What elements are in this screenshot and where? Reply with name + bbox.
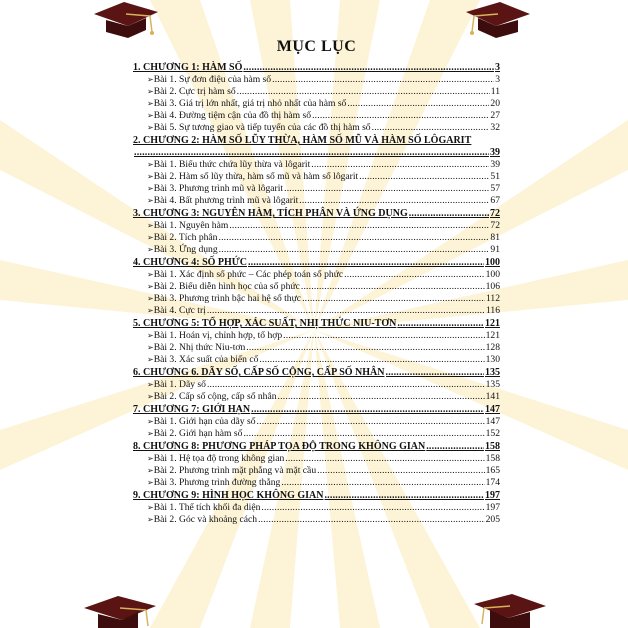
toc-lesson-label: Bài 3. Giá trị lớn nhất, giá trị nhỏ nhất của hàm số bbox=[153, 98, 347, 109]
toc-chapter-page: 72 bbox=[490, 208, 500, 219]
arrow-bullet-icon: ➢ bbox=[147, 417, 154, 426]
arrow-bullet-icon: ➢ bbox=[147, 392, 154, 401]
toc-lesson-label: Bài 1. Dãy số bbox=[153, 379, 206, 390]
toc-lesson-page: 32 bbox=[490, 122, 500, 133]
toc-leader-dots bbox=[426, 441, 484, 453]
toc-lesson-label: Bài 3. Phương trình bậc hai hệ số thực bbox=[153, 293, 302, 304]
page-title: MỤC LỤC bbox=[276, 38, 357, 55]
toc-lesson-row[interactable] bbox=[133, 220, 500, 232]
toc-lesson-row[interactable] bbox=[133, 428, 500, 440]
table-of-contents bbox=[133, 38, 500, 526]
toc-leader-dots bbox=[317, 465, 484, 477]
arrow-bullet-icon: ➢ bbox=[147, 454, 154, 463]
toc-lesson-page: 165 bbox=[485, 465, 500, 476]
toc-leader-dots bbox=[243, 428, 484, 440]
toc-lesson-row[interactable] bbox=[133, 453, 500, 465]
toc-lesson-label: Bài 1. Thể tích khối đa diện bbox=[153, 502, 261, 513]
toc-chapter-label: 6. CHƯƠNG 6. DÃY SỐ, CẤP SỐ CỘNG, CẤP SỐ NHÂN bbox=[133, 367, 385, 378]
toc-chapter-row[interactable] bbox=[133, 367, 500, 379]
toc-lesson-row[interactable] bbox=[133, 416, 500, 428]
toc-lesson-label: Bài 2. Nhị thức Niu-tơn bbox=[153, 342, 246, 353]
arrow-bullet-icon: ➢ bbox=[147, 233, 154, 242]
toc-chapter-label: 5. CHƯƠNG 5: TỔ HỢP, XÁC SUẤT, NHỊ THỨC NIU-TƠN bbox=[133, 318, 397, 329]
toc-lesson-row[interactable] bbox=[133, 159, 500, 171]
toc-lesson-row[interactable] bbox=[133, 354, 500, 366]
toc-lesson-page: 91 bbox=[490, 244, 500, 255]
toc-lesson-row[interactable] bbox=[133, 391, 500, 403]
toc-leader-dots bbox=[272, 74, 494, 86]
toc-lesson-page: 39 bbox=[490, 159, 500, 170]
toc-chapter-page: 121 bbox=[485, 318, 500, 329]
arrow-bullet-icon: ➢ bbox=[147, 380, 154, 389]
toc-lesson-page: 106 bbox=[485, 281, 500, 292]
toc-lesson-row[interactable] bbox=[133, 171, 500, 183]
toc-lesson-label: Bài 1. Biểu thức chứa lũy thừa và lôgarit bbox=[153, 159, 311, 170]
toc-leader-dots bbox=[397, 318, 484, 330]
toc-leader-dots bbox=[347, 98, 489, 110]
arrow-bullet-icon: ➢ bbox=[147, 184, 154, 193]
toc-chapter-label: 2. CHƯƠNG 2: HÀM SỐ LŨY THỪA, HÀM SỐ MŨ VÀ HÀM SỐ LÔGARIT bbox=[133, 135, 472, 146]
graduation-cap-icon bbox=[462, 0, 532, 40]
toc-lesson-page: 20 bbox=[490, 98, 500, 109]
arrow-bullet-icon: ➢ bbox=[147, 466, 154, 475]
toc-lesson-row[interactable] bbox=[133, 281, 500, 293]
arrow-bullet-icon: ➢ bbox=[147, 221, 154, 230]
toc-leader-dots bbox=[386, 367, 485, 379]
toc-lesson-row[interactable] bbox=[133, 477, 500, 489]
toc-lesson-row[interactable] bbox=[133, 232, 500, 244]
toc-list bbox=[133, 62, 500, 526]
toc-lesson-label: Bài 1. Nguyên hàm bbox=[153, 220, 229, 231]
toc-lesson-page: 27 bbox=[490, 110, 500, 121]
toc-lesson-row[interactable] bbox=[133, 514, 500, 526]
graduation-cap-icon bbox=[80, 592, 160, 628]
toc-lesson-label: Bài 2. Giới hạn hàm số bbox=[153, 428, 243, 439]
arrow-bullet-icon: ➢ bbox=[147, 429, 154, 438]
toc-lesson-page: 121 bbox=[485, 330, 500, 341]
toc-lesson-row[interactable] bbox=[133, 305, 500, 317]
toc-lesson-row[interactable] bbox=[133, 74, 500, 86]
toc-leader-dots bbox=[409, 208, 489, 220]
toc-leader-dots bbox=[246, 342, 484, 354]
toc-lesson-page: 57 bbox=[490, 183, 500, 194]
toc-chapter-row[interactable] bbox=[133, 208, 500, 220]
toc-leader-dots bbox=[281, 477, 484, 489]
toc-lesson-page: 205 bbox=[485, 514, 500, 525]
toc-lesson-row[interactable] bbox=[133, 183, 500, 195]
toc-chapter-row[interactable] bbox=[133, 62, 500, 74]
toc-lesson-page: 11 bbox=[490, 86, 500, 97]
toc-lesson-row[interactable] bbox=[133, 269, 500, 281]
toc-chapter-row[interactable] bbox=[133, 257, 500, 269]
toc-leader-dots bbox=[207, 379, 485, 391]
arrow-bullet-icon: ➢ bbox=[147, 75, 154, 84]
toc-leader-dots bbox=[372, 122, 490, 134]
toc-lesson-page: 130 bbox=[485, 354, 500, 365]
toc-chapter-page: 135 bbox=[485, 367, 500, 378]
arrow-bullet-icon: ➢ bbox=[147, 331, 154, 340]
toc-leader-dots bbox=[283, 330, 484, 342]
arrow-bullet-icon: ➢ bbox=[147, 160, 154, 169]
toc-lesson-page: 51 bbox=[490, 171, 500, 182]
arrow-bullet-icon: ➢ bbox=[147, 515, 154, 524]
toc-lesson-page: 116 bbox=[485, 305, 500, 316]
toc-lesson-page: 158 bbox=[485, 453, 500, 464]
toc-lesson-label: Bài 2. Hàm số lũy thừa, hàm số mũ và hàm số lôgarit bbox=[153, 171, 359, 182]
arrow-bullet-icon: ➢ bbox=[147, 111, 154, 120]
toc-lesson-label: Bài 1. Hoán vị, chỉnh hợp, tổ hợp bbox=[153, 330, 283, 341]
toc-lesson-page: 67 bbox=[490, 195, 500, 206]
toc-chapter-page: 100 bbox=[485, 257, 500, 268]
toc-leader-dots bbox=[344, 269, 484, 281]
toc-lesson-label: Bài 1. Sự đơn điệu của hàm số bbox=[153, 74, 272, 85]
toc-lesson-label: Bài 2. Cực trị hàm số bbox=[153, 86, 236, 97]
toc-leader-dots bbox=[248, 257, 484, 269]
toc-chapter-page: 147 bbox=[485, 404, 500, 415]
toc-leader-dots bbox=[324, 490, 484, 502]
toc-lesson-page: 100 bbox=[485, 269, 500, 280]
toc-lesson-row[interactable] bbox=[133, 379, 500, 391]
toc-lesson-label: Bài 4. Đường tiệm cận của đồ thị hàm số bbox=[153, 110, 312, 121]
toc-lesson-label: Bài 2. Góc và khoảng cách bbox=[153, 514, 258, 525]
toc-leader-dots bbox=[311, 159, 489, 171]
toc-lesson-page: 128 bbox=[485, 342, 500, 353]
toc-lesson-page: 81 bbox=[490, 232, 500, 243]
arrow-bullet-icon: ➢ bbox=[147, 99, 154, 108]
graduation-cap-icon bbox=[92, 0, 162, 40]
toc-lesson-page: 72 bbox=[490, 220, 500, 231]
toc-lesson-label: Bài 2. Biểu diễn hình học của số phức bbox=[153, 281, 300, 292]
toc-leader-dots bbox=[237, 86, 490, 98]
toc-lesson-page: 174 bbox=[485, 477, 500, 488]
toc-lesson-label: Bài 3. Ứng dụng bbox=[153, 244, 218, 255]
toc-lesson-row[interactable] bbox=[133, 502, 500, 514]
toc-lesson-label: Bài 1. Hệ tọa độ trong không gian bbox=[153, 453, 285, 464]
arrow-bullet-icon: ➢ bbox=[147, 123, 154, 132]
toc-chapter-page: 158 bbox=[485, 441, 500, 452]
toc-chapter-label: 8. CHƯƠNG 8: PHƯƠNG PHÁP TỌA ĐỘ TRONG KHÔNG GIAN bbox=[133, 441, 426, 452]
toc-leader-dots bbox=[251, 404, 484, 416]
toc-lesson-label: Bài 4. Cực trị bbox=[153, 305, 206, 316]
toc-lesson-page: 141 bbox=[485, 391, 500, 402]
toc-lesson-row[interactable] bbox=[133, 465, 500, 477]
arrow-bullet-icon: ➢ bbox=[147, 503, 154, 512]
toc-chapter-label: 7. CHƯƠNG 7: GIỚI HẠN bbox=[133, 404, 251, 415]
toc-leader-dots bbox=[229, 220, 489, 232]
arrow-bullet-icon: ➢ bbox=[147, 294, 154, 303]
toc-leader-dots bbox=[299, 195, 489, 207]
toc-leader-dots bbox=[302, 293, 485, 305]
toc-chapter-label: 1. CHƯƠNG 1: HÀM SỐ bbox=[133, 62, 243, 73]
arrow-bullet-icon: ➢ bbox=[147, 306, 154, 315]
toc-lesson-row[interactable] bbox=[133, 293, 500, 305]
toc-chapter-row[interactable] bbox=[133, 318, 500, 330]
toc-lesson-label: Bài 2. Phương trình mặt phẳng và mặt cầu bbox=[153, 465, 317, 476]
toc-lesson-row[interactable] bbox=[133, 86, 500, 98]
toc-lesson-label: Bài 1. Xác định số phức – Các phép toán số phức bbox=[153, 269, 344, 280]
toc-lesson-row[interactable] bbox=[133, 195, 500, 207]
arrow-bullet-icon: ➢ bbox=[147, 478, 154, 487]
toc-chapter-page: 3 bbox=[495, 62, 500, 73]
toc-lesson-label: Bài 2. Cấp số cộng, cấp số nhân bbox=[153, 391, 277, 402]
toc-chapter-label: 3. CHƯƠNG 3: NGUYÊN HÀM, TÍCH PHÂN VÀ ỨNG DỤNG bbox=[133, 208, 408, 219]
toc-leader-dots bbox=[261, 502, 484, 514]
toc-leader-dots bbox=[278, 391, 485, 403]
toc-chapter-label: 4. CHƯƠNG 4: SỐ PHỨC bbox=[133, 257, 247, 268]
toc-lesson-label: Bài 1. Giới hạn của dãy số bbox=[153, 416, 256, 427]
arrow-bullet-icon: ➢ bbox=[147, 343, 154, 352]
toc-leader-dots bbox=[284, 183, 489, 195]
toc-lesson-label: Bài 3. Phương trình mũ và lôgarit bbox=[153, 183, 284, 194]
toc-chapter-row[interactable] bbox=[133, 490, 500, 502]
toc-chapter-row[interactable] bbox=[133, 404, 500, 416]
arrow-bullet-icon: ➢ bbox=[147, 87, 154, 96]
toc-lesson-row[interactable] bbox=[133, 110, 500, 122]
arrow-bullet-icon: ➢ bbox=[147, 196, 154, 205]
toc-leader-dots bbox=[218, 232, 489, 244]
toc-leader-dots bbox=[134, 147, 489, 159]
graduation-cap-icon bbox=[470, 590, 550, 628]
arrow-bullet-icon: ➢ bbox=[147, 282, 154, 291]
toc-lesson-page: 147 bbox=[485, 416, 500, 427]
toc-lesson-row[interactable] bbox=[133, 342, 500, 354]
toc-lesson-row[interactable] bbox=[133, 330, 500, 342]
toc-leader-dots bbox=[243, 62, 494, 74]
toc-lesson-label: Bài 5. Sự tương giao và tiếp tuyến của các đồ thị hàm số bbox=[153, 122, 371, 133]
arrow-bullet-icon: ➢ bbox=[147, 172, 154, 181]
toc-leader-dots bbox=[258, 514, 485, 526]
toc-leader-dots bbox=[259, 354, 484, 366]
toc-lesson-page: 197 bbox=[485, 502, 500, 513]
toc-chapter-page: 39 bbox=[490, 147, 500, 158]
arrow-bullet-icon: ➢ bbox=[147, 355, 154, 364]
toc-leader-dots bbox=[219, 244, 490, 256]
toc-chapter-label: 9. CHƯƠNG 9: HÌNH HỌC KHÔNG GIAN bbox=[133, 490, 324, 501]
toc-lesson-label: Bài 4. Bất phương trình mũ và lôgarit bbox=[153, 195, 299, 206]
toc-chapter-page: 197 bbox=[485, 490, 500, 501]
toc-lesson-label: Bài 2. Tích phân bbox=[153, 232, 218, 243]
toc-lesson-row[interactable] bbox=[133, 98, 500, 110]
toc-lesson-page: 112 bbox=[485, 293, 500, 304]
toc-lesson-label: Bài 3. Phương trình đường thẳng bbox=[153, 477, 281, 488]
toc-leader-dots bbox=[301, 281, 485, 293]
arrow-bullet-icon: ➢ bbox=[147, 270, 154, 279]
toc-lesson-label: Bài 3. Xác suất của biến cố bbox=[153, 354, 259, 365]
toc-leader-dots bbox=[285, 453, 484, 465]
toc-leader-dots bbox=[207, 305, 485, 317]
toc-lesson-page: 135 bbox=[485, 379, 500, 390]
toc-lesson-page: 3 bbox=[495, 74, 500, 85]
toc-chapter-row[interactable] bbox=[133, 441, 500, 453]
toc-leader-dots bbox=[359, 171, 489, 183]
toc-leader-dots bbox=[312, 110, 489, 122]
toc-lesson-page: 152 bbox=[485, 428, 500, 439]
arrow-bullet-icon: ➢ bbox=[147, 245, 154, 254]
toc-lesson-row[interactable] bbox=[133, 122, 500, 134]
toc-leader-dots bbox=[257, 416, 485, 428]
toc-lesson-row[interactable] bbox=[133, 244, 500, 256]
toc-chapter-row[interactable] bbox=[133, 135, 500, 159]
